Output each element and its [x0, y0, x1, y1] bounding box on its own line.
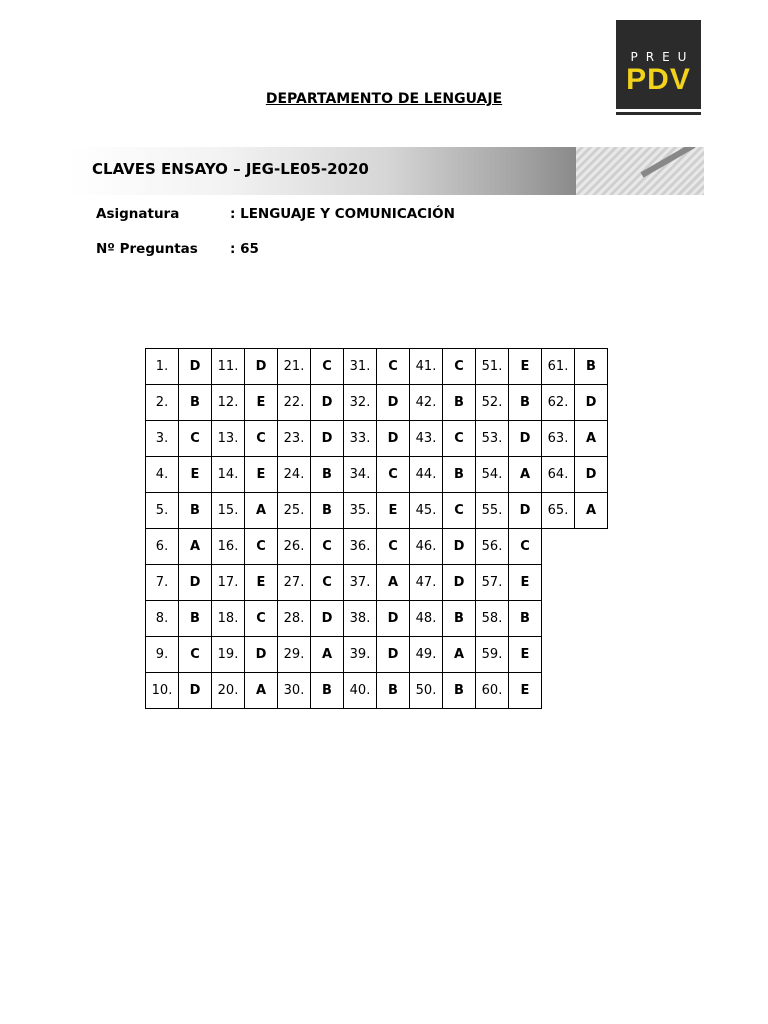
question-number-cell: 9. [146, 637, 179, 673]
table-row [146, 565, 608, 601]
question-number-cell: 52. [476, 385, 509, 421]
answer-cell: C [443, 349, 476, 385]
question-number-cell: 12. [212, 385, 245, 421]
question-number-cell: 62. [542, 385, 575, 421]
department-heading: DEPARTAMENTO DE LENGUAJE [265, 91, 503, 107]
question-number-cell: 14. [212, 457, 245, 493]
answer-cell: C [311, 565, 344, 601]
question-number-cell: 56. [476, 529, 509, 565]
answer-cell: A [245, 493, 278, 529]
question-number-cell: 20. [212, 673, 245, 709]
logo-top-text: PREU [630, 50, 695, 64]
question-number-cell: 30. [278, 673, 311, 709]
question-number-cell: 42. [410, 385, 443, 421]
question-number-cell: 41. [410, 349, 443, 385]
answer-cell: B [443, 601, 476, 637]
answer-cell: D [179, 673, 212, 709]
table-row [146, 349, 608, 385]
answer-cell: C [179, 421, 212, 457]
answer-cell: D [509, 421, 542, 457]
answer-cell: D [245, 349, 278, 385]
table-row [146, 637, 608, 673]
question-number-cell: 29. [278, 637, 311, 673]
answer-cell: E [245, 565, 278, 601]
pen-graphic [641, 147, 696, 178]
question-number-cell: 11. [212, 349, 245, 385]
question-number-cell: 43. [410, 421, 443, 457]
empty-cell [542, 529, 575, 565]
answer-cell: E [509, 637, 542, 673]
answer-cell: E [509, 565, 542, 601]
question-number-cell: 24. [278, 457, 311, 493]
question-number-cell: 36. [344, 529, 377, 565]
answer-cell: A [509, 457, 542, 493]
answer-cell: B [443, 673, 476, 709]
questions-label: Nº Preguntas [96, 241, 198, 257]
question-number-cell: 65. [542, 493, 575, 529]
empty-cell [575, 637, 608, 673]
question-number-cell: 48. [410, 601, 443, 637]
answer-cell: C [245, 421, 278, 457]
question-number-cell: 31. [344, 349, 377, 385]
question-number-cell: 19. [212, 637, 245, 673]
question-number-cell: 13. [212, 421, 245, 457]
answer-cell: B [179, 493, 212, 529]
answer-cell: D [377, 385, 410, 421]
title-banner [68, 147, 704, 195]
answer-cell: A [443, 637, 476, 673]
question-number-cell: 44. [410, 457, 443, 493]
answer-cell: D [575, 385, 608, 421]
question-number-cell: 59. [476, 637, 509, 673]
answer-cell: D [575, 457, 608, 493]
empty-cell [575, 673, 608, 709]
question-number-cell: 54. [476, 457, 509, 493]
answer-cell: C [443, 493, 476, 529]
question-number-cell: 50. [410, 673, 443, 709]
empty-cell [542, 673, 575, 709]
question-number-cell: 34. [344, 457, 377, 493]
table-row [146, 421, 608, 457]
question-number-cell: 58. [476, 601, 509, 637]
question-number-cell: 33. [344, 421, 377, 457]
subject-label: Asignatura [96, 206, 180, 222]
answer-cell: D [443, 565, 476, 601]
question-number-cell: 7. [146, 565, 179, 601]
question-number-cell: 10. [146, 673, 179, 709]
question-number-cell: 2. [146, 385, 179, 421]
answer-cell: C [245, 601, 278, 637]
answer-cell: B [509, 385, 542, 421]
answer-cell: E [179, 457, 212, 493]
empty-cell [542, 601, 575, 637]
question-number-cell: 23. [278, 421, 311, 457]
answer-cell: C [245, 529, 278, 565]
answer-cell: A [575, 421, 608, 457]
question-number-cell: 17. [212, 565, 245, 601]
question-number-cell: 60. [476, 673, 509, 709]
answer-cell: D [377, 601, 410, 637]
answer-cell: D [179, 349, 212, 385]
questions-value: : 65 [230, 241, 259, 257]
table-row [146, 673, 608, 709]
empty-cell [575, 529, 608, 565]
table-row [146, 457, 608, 493]
answer-cell: A [377, 565, 410, 601]
table-row [146, 529, 608, 565]
logo-underline [616, 112, 701, 115]
answer-cell: B [311, 457, 344, 493]
answer-cell: B [509, 601, 542, 637]
question-number-cell: 37. [344, 565, 377, 601]
answer-cell: D [311, 385, 344, 421]
answer-cell: D [509, 493, 542, 529]
question-number-cell: 5. [146, 493, 179, 529]
answer-cell: B [311, 493, 344, 529]
question-number-cell: 26. [278, 529, 311, 565]
question-number-cell: 46. [410, 529, 443, 565]
answer-cell: B [179, 601, 212, 637]
question-number-cell: 1. [146, 349, 179, 385]
question-number-cell: 63. [542, 421, 575, 457]
answer-cell: E [509, 349, 542, 385]
question-number-cell: 55. [476, 493, 509, 529]
answer-cell: D [245, 637, 278, 673]
table-row [146, 385, 608, 421]
answer-cell: D [311, 421, 344, 457]
answer-cell: B [179, 385, 212, 421]
answer-cell: D [377, 421, 410, 457]
banner-title: CLAVES ENSAYO – JEG-LE05-2020 [92, 160, 369, 178]
answer-cell: C [377, 349, 410, 385]
question-number-cell: 15. [212, 493, 245, 529]
question-number-cell: 4. [146, 457, 179, 493]
question-number-cell: 25. [278, 493, 311, 529]
question-number-cell: 35. [344, 493, 377, 529]
answer-cell: D [443, 529, 476, 565]
question-number-cell: 21. [278, 349, 311, 385]
question-number-cell: 8. [146, 601, 179, 637]
question-number-cell: 57. [476, 565, 509, 601]
question-number-cell: 22. [278, 385, 311, 421]
answer-cell: E [245, 385, 278, 421]
question-number-cell: 38. [344, 601, 377, 637]
answer-cell: B [311, 673, 344, 709]
answer-cell: E [377, 493, 410, 529]
question-number-cell: 6. [146, 529, 179, 565]
question-number-cell: 39. [344, 637, 377, 673]
subject-value: : LENGUAJE Y COMUNICACIÓN [230, 206, 455, 222]
answer-cell: A [575, 493, 608, 529]
logo-main-text: PDV [626, 63, 691, 96]
empty-cell [542, 565, 575, 601]
answer-cell: C [311, 529, 344, 565]
empty-cell [575, 601, 608, 637]
question-number-cell: 3. [146, 421, 179, 457]
answer-cell: C [377, 457, 410, 493]
answer-cell: B [377, 673, 410, 709]
answer-cell: E [509, 673, 542, 709]
question-number-cell: 32. [344, 385, 377, 421]
question-number-cell: 40. [344, 673, 377, 709]
question-number-cell: 49. [410, 637, 443, 673]
answer-cell: A [179, 529, 212, 565]
answer-cell: A [311, 637, 344, 673]
answer-cell: D [179, 565, 212, 601]
table-row [146, 493, 608, 529]
answer-cell: B [575, 349, 608, 385]
answer-cell: C [509, 529, 542, 565]
answer-cell: E [245, 457, 278, 493]
empty-cell [542, 637, 575, 673]
question-number-cell: 64. [542, 457, 575, 493]
question-number-cell: 28. [278, 601, 311, 637]
question-number-cell: 45. [410, 493, 443, 529]
question-number-cell: 51. [476, 349, 509, 385]
question-number-cell: 47. [410, 565, 443, 601]
answer-cell: C [311, 349, 344, 385]
answer-key-table [145, 348, 608, 709]
answer-cell: C [377, 529, 410, 565]
answer-cell: D [311, 601, 344, 637]
question-number-cell: 53. [476, 421, 509, 457]
answer-cell: A [245, 673, 278, 709]
answer-cell: B [443, 385, 476, 421]
answer-cell: B [443, 457, 476, 493]
answer-cell: C [179, 637, 212, 673]
question-number-cell: 61. [542, 349, 575, 385]
answer-sheet-photo [576, 147, 704, 195]
question-number-cell: 18. [212, 601, 245, 637]
question-number-cell: 27. [278, 565, 311, 601]
table-row [146, 601, 608, 637]
empty-cell [575, 565, 608, 601]
answer-cell: D [377, 637, 410, 673]
answer-cell: C [443, 421, 476, 457]
question-number-cell: 16. [212, 529, 245, 565]
